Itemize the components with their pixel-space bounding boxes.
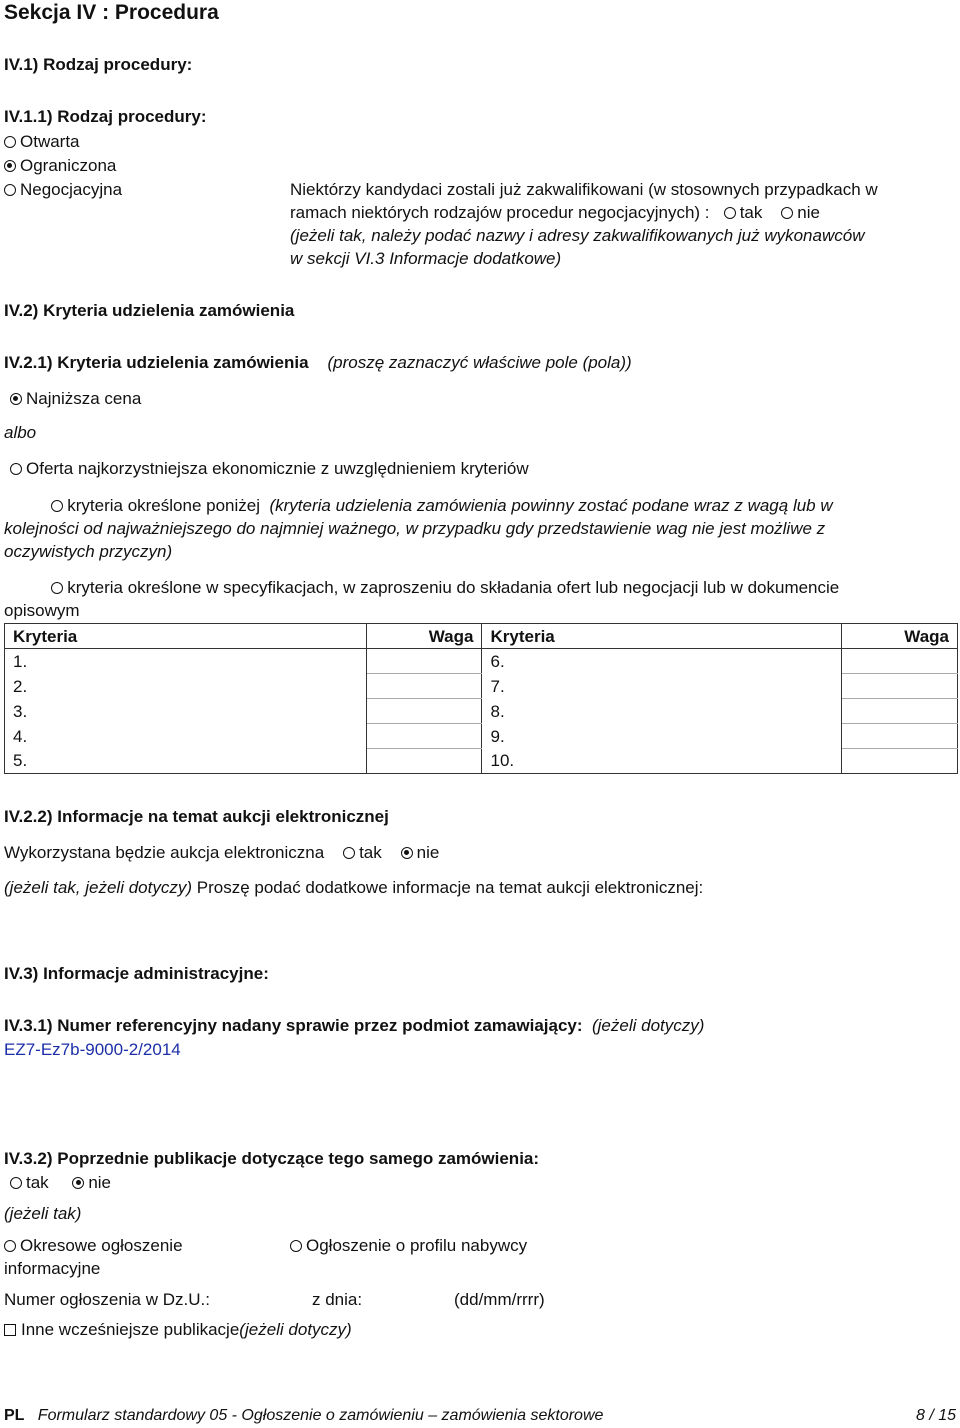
table-cell: 9. — [482, 724, 842, 749]
table-row — [5, 649, 958, 674]
option-label: Otwarta — [20, 132, 80, 151]
table-header: Kryteria — [482, 624, 842, 649]
radio-selected-icon[interactable] — [4, 160, 16, 172]
meat-option[interactable] — [10, 457, 529, 480]
prev-publications-heading: IV.3.2) Poprzednie publikacje dotyczące tego samego zamówienia: — [4, 1149, 540, 1168]
option-label: Ogłoszenie o profilu nabywcy — [306, 1236, 528, 1255]
criteria-below-hint: oczywistych przyczyn) — [4, 542, 173, 561]
weight-cell[interactable] — [842, 649, 958, 674]
procedure-option-restricted[interactable] — [4, 154, 116, 177]
section-title: Sekcja IV : Procedura — [4, 1, 219, 24]
table-cell: 5. — [5, 749, 367, 774]
ref-value: EZ7-Ez7b-9000-2/2014 — [4, 1040, 181, 1059]
negotiated-note — [290, 178, 958, 270]
radio-selected-icon[interactable] — [72, 1177, 84, 1189]
option-hint: (jeżeli dotyczy) — [239, 1320, 352, 1339]
option-label: Negocjacyjna — [20, 180, 123, 199]
auction-question: Wykorzystana będzie aukcja elektroniczna — [4, 843, 325, 862]
weight-cell[interactable] — [366, 724, 482, 749]
weight-cell[interactable] — [366, 699, 482, 724]
criteria-below-hint: kolejności od najważniejszego do najmniej ważnego, w przypadku gdy przedstawienie wag nie jest możliwe z — [4, 519, 826, 538]
weight-cell[interactable] — [366, 674, 482, 699]
periodic-notice-option[interactable] — [4, 1234, 274, 1280]
ref-heading-row — [4, 1014, 704, 1037]
table-header: Waga — [842, 624, 958, 649]
nie-label: nie — [88, 1173, 111, 1192]
table-cell: 3. — [5, 699, 367, 724]
table-cell: 1. — [5, 649, 367, 674]
prev-hint: (jeżeli tak) — [4, 1204, 82, 1223]
nie-label: nie — [416, 843, 440, 862]
nie-label: nie — [797, 203, 820, 222]
note-hint: w sekcji VI.3 Informacje dodatkowe) — [290, 249, 562, 268]
iv2-1-heading-row — [4, 351, 632, 374]
note-line-with-options — [290, 201, 958, 224]
iv1-heading: IV.1) Rodzaj procedury: — [4, 55, 193, 74]
albo-label: albo — [4, 423, 37, 442]
table-header: Kryteria — [5, 624, 367, 649]
radio-icon[interactable] — [4, 1240, 16, 1252]
criteria-below-line — [4, 494, 958, 517]
criteria-below-block — [4, 494, 958, 563]
radio-icon[interactable] — [10, 1177, 22, 1189]
prev-publications-options — [10, 1171, 111, 1194]
radio-icon[interactable] — [51, 500, 63, 512]
option-label: Najniższa cena — [26, 389, 142, 408]
footer-form: Formularz standardowy 05 - Ogłoszenie o zamówieniu – zamówienia sektorowe — [37, 1407, 604, 1424]
note-line: Niektórzy kandydaci zostali już zakwalifikowani (w stosownych przypadkach w — [290, 180, 878, 199]
ref-hint: (jeżeli dotyczy) — [591, 1016, 705, 1035]
table-header-row — [5, 624, 958, 649]
option-label: Oferta najkorzystniejsza ekonomicznie z uwzględnieniem kryteriów — [26, 459, 529, 478]
iv1-1-heading: IV.1.1) Rodzaj procedury: — [4, 107, 207, 126]
weight-cell[interactable] — [842, 749, 958, 774]
table-row — [5, 699, 958, 724]
table-row — [5, 749, 958, 774]
radio-icon[interactable] — [343, 847, 355, 859]
option-label: informacyjne — [4, 1259, 101, 1278]
date-format-label: (dd/mm/rrrr) — [454, 1290, 545, 1309]
auction-hint-row — [4, 876, 703, 899]
table-row — [5, 724, 958, 749]
weight-cell[interactable] — [842, 674, 958, 699]
ref-heading: IV.3.1) Numer referencyjny nadany sprawie przez podmiot zamawiający: — [4, 1016, 583, 1035]
tak-label: tak — [739, 203, 763, 222]
radio-icon[interactable] — [10, 463, 22, 475]
criteria-spec-block — [4, 576, 958, 622]
table-cell: 4. — [5, 724, 367, 749]
criteria-spec-label: kryteria określone w specyfikacjach, w zaproszeniu do składania ofert lub negocjacji lub w dokumencie — [67, 578, 840, 597]
table-cell: 10. — [482, 749, 842, 774]
criteria-spec-line — [4, 576, 958, 599]
criteria-spec-label: opisowym — [4, 601, 80, 620]
checkbox-icon[interactable] — [4, 1324, 16, 1336]
from-date-label: z dnia: — [312, 1290, 363, 1309]
table-row — [5, 674, 958, 699]
iv2-1-heading: IV.2.1) Kryteria udzielenia zamówienia — [4, 353, 309, 372]
auction-hint-text: Proszę podać dodatkowe informacje na temat aukcji elektronicznej: — [196, 878, 704, 897]
radio-icon[interactable] — [724, 207, 736, 219]
radio-icon[interactable] — [781, 207, 793, 219]
table-cell: 8. — [482, 699, 842, 724]
tak-label: tak — [26, 1173, 49, 1192]
option-label: Ograniczona — [20, 156, 117, 175]
note-hint: (jeżeli tak, należy podać nazwy i adresy zakwalifikowanych już wykonawców — [290, 226, 865, 245]
criteria-below-hint: (kryteria udzielenia zamówienia powinny zostać podane wraz z wagą lub w — [269, 496, 833, 515]
notice-number-label: Numer ogłoszenia w Dz.U.: — [4, 1290, 210, 1309]
auction-heading: IV.2.2) Informacje na temat aukcji elektronicznej — [4, 807, 389, 826]
iv2-heading: IV.2) Kryteria udzielenia zamówienia — [4, 301, 295, 320]
table-cell: 7. — [482, 674, 842, 699]
radio-icon[interactable] — [290, 1240, 302, 1252]
footer-lang: PL — [4, 1407, 25, 1424]
auction-question-row — [4, 841, 439, 864]
criteria-table — [4, 623, 958, 774]
table-cell: 2. — [5, 674, 367, 699]
table-cell: 6. — [482, 649, 842, 674]
radio-icon[interactable] — [4, 136, 16, 148]
note-line: ramach niektórych rodzajów procedur negocjacyjnych) : — [290, 203, 710, 222]
option-label: Okresowe ogłoszenie — [20, 1236, 183, 1255]
page-footer — [4, 1406, 603, 1426]
weight-cell[interactable] — [842, 699, 958, 724]
radio-selected-icon[interactable] — [401, 847, 413, 859]
procedure-option-open[interactable] — [4, 130, 80, 153]
weight-cell[interactable] — [842, 724, 958, 749]
weight-cell[interactable] — [366, 749, 482, 774]
criteria-below-label: kryteria określone poniżej — [67, 496, 260, 515]
radio-icon[interactable] — [4, 184, 16, 196]
other-publications-option[interactable] — [4, 1318, 352, 1341]
iv2-1-hint: (proszę zaznaczyć właściwe pole (pola)) — [327, 353, 632, 372]
radio-icon[interactable] — [51, 582, 63, 594]
iv3-heading: IV.3) Informacje administracyjne: — [4, 964, 269, 983]
option-label: Inne wcześniejsze publikacje — [21, 1320, 240, 1339]
radio-selected-icon[interactable] — [10, 393, 22, 405]
table-header: Waga — [366, 624, 482, 649]
lowest-price-option[interactable] — [10, 387, 141, 410]
procedure-option-negotiated[interactable] — [4, 178, 122, 201]
tak-label: tak — [359, 843, 382, 862]
buyer-profile-option[interactable] — [290, 1234, 527, 1257]
footer-page: 8 / 15 — [915, 1407, 956, 1424]
auction-hint: (jeżeli tak, jeżeli dotyczy) — [4, 878, 193, 897]
weight-cell[interactable] — [366, 649, 482, 674]
